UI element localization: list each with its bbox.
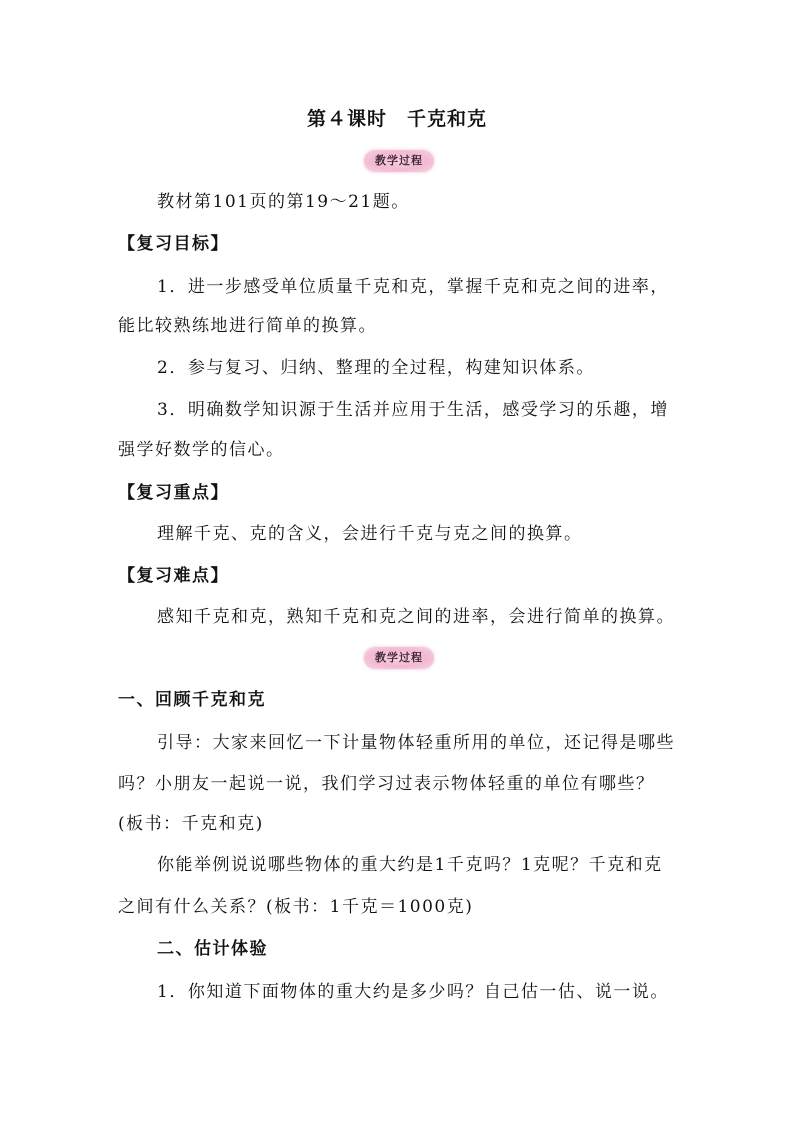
review-goal-1-line-1: 1．进一步感受单位质量千克和克，掌握千克和克之间的进率，	[157, 277, 669, 297]
review-goal-2: 2．参与复习、归纳、整理的全过程，构建知识体系。	[157, 358, 595, 378]
review-difficulty-text: 感知千克和克，熟知千克和克之间的进率，会进行简单的换算。	[157, 607, 675, 627]
teaching-process-badge: 教学过程	[364, 150, 434, 172]
section-1-paragraph-2-line-1: 你能举例说说哪些物体的重大约是1千克吗？1克呢？千克和克	[157, 855, 663, 875]
teaching-process-badge-2: 教学过程	[364, 647, 434, 669]
review-goal-3-line-2: 强学好数学的信心。	[118, 440, 285, 460]
review-goals-heading: 【复习目标】	[118, 234, 229, 254]
review-focus-heading: 【复习重点】	[118, 483, 229, 503]
review-focus-text: 理解千克、克的含义，会进行千克与克之间的换算。	[157, 524, 583, 544]
section-1-paragraph-1-line-1: 引导：大家来回忆一下计量物体轻重所用的单位，还记得是哪些	[157, 733, 675, 753]
textbook-reference: 教材第101页的第19～21题。	[157, 192, 410, 212]
lesson-title: 第４课时 千克和克	[306, 108, 487, 130]
section-2-heading: 二、估计体验	[157, 939, 268, 959]
review-difficulty-heading: 【复习难点】	[118, 566, 229, 586]
section-1-heading: 一、回顾千克和克	[118, 690, 266, 710]
section-2-item-1: 1．你知道下面物体的重大约是多少吗？自己估一估、说一说。	[157, 982, 669, 1002]
section-1-paragraph-1-line-2: 吗？小朋友一起说一说，我们学习过表示物体轻重的单位有哪些？	[118, 774, 655, 794]
review-goal-1-line-2: 能比较熟练地进行简单的换算。	[118, 316, 377, 336]
section-1-paragraph-1-line-3: (板书：千克和克)	[118, 814, 264, 834]
section-1-paragraph-2-line-2: 之间有什么关系？(板书：1千克＝1000克)	[118, 897, 474, 917]
review-goal-3-line-1: 3．明确数学知识源于生活并应用于生活，感受学习的乐趣，增	[157, 400, 669, 420]
